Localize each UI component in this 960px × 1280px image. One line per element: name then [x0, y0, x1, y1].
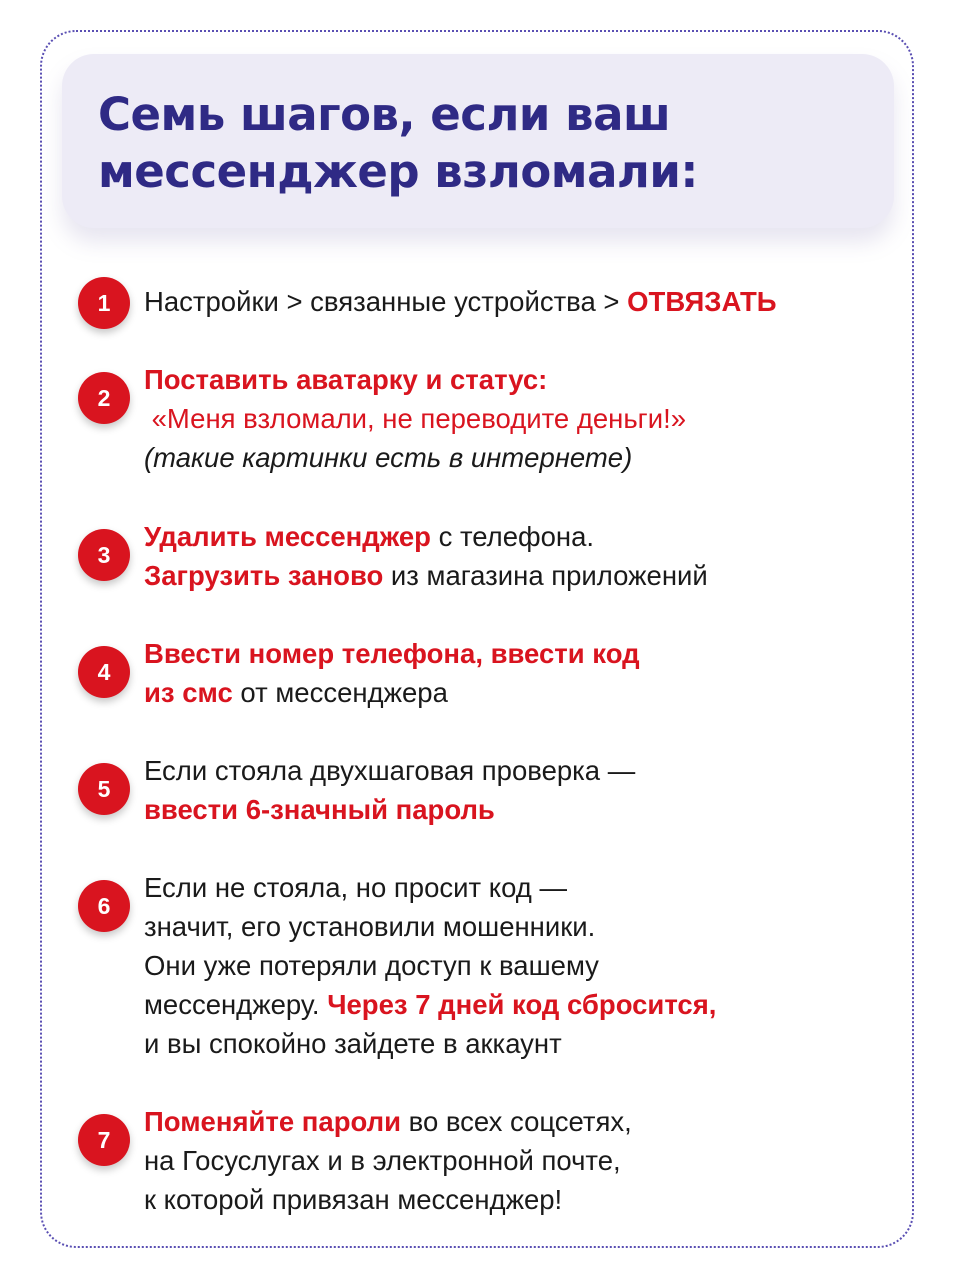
- step-6-red-4: Через 7 дней код сбросится,: [327, 989, 717, 1020]
- step-number-badge: 6: [78, 880, 130, 932]
- step-4-red-2: из смс: [144, 677, 233, 708]
- step-text: [144, 1102, 632, 1219]
- step-2-status-quote: «Меня взломали, не переводите деньги!»: [144, 403, 686, 434]
- step-6-line-5: и вы спокойно зайдете в аккаунт: [144, 1028, 562, 1059]
- step-1-path: Настройки > связанные устройства >: [144, 286, 628, 317]
- step-6-line-2: значит, его установили мошенники.: [144, 911, 596, 942]
- step-7-line-3: к которой привязан мессенджер!: [144, 1184, 563, 1215]
- step-3-red-1: Удалить мессенджер: [144, 521, 431, 552]
- step-text: [144, 517, 708, 595]
- step-text: [144, 360, 686, 477]
- step-2-note: (такие картинки есть в интернете): [144, 442, 633, 473]
- step-6-line-3: Они уже потеряли доступ к вашему: [144, 950, 599, 981]
- page-title: [98, 86, 698, 200]
- step-6-plain-4: мессенджеру.: [144, 989, 328, 1020]
- step-2-line-1: Поставить аватарку и статус:: [144, 364, 548, 395]
- step-text: [144, 634, 640, 712]
- title-line-2: мессенджер взломали:: [98, 145, 698, 198]
- step-4-plain-2: от мессенджера: [232, 677, 448, 708]
- step-3-red-2: Загрузить заново: [144, 560, 384, 591]
- step-number-badge: 7: [78, 1114, 130, 1166]
- step-text: [144, 282, 777, 321]
- step-number-badge: 1: [78, 277, 130, 329]
- step-7-red-1: Поменяйте пароли: [144, 1106, 401, 1137]
- step-3-plain-2: из магазина приложений: [383, 560, 708, 591]
- step-text: [144, 751, 635, 829]
- step-5-line-1: Если стояла двухшаговая проверка —: [144, 755, 636, 786]
- step-6-line-1: Если не стояла, но просит код —: [144, 872, 567, 903]
- step-5-line-2: ввести 6-значный пароль: [144, 794, 495, 825]
- step-4-line-1: Ввести номер телефона, ввести код: [144, 638, 640, 669]
- title-line-1: Семь шагов, если ваш: [98, 88, 671, 141]
- step-number-badge: 3: [78, 529, 130, 581]
- step-text: [144, 868, 716, 1063]
- title-card: [62, 54, 894, 228]
- step-7-line-2: на Госуслугах и в электронной почте,: [144, 1145, 621, 1176]
- step-number-badge: 2: [78, 372, 130, 424]
- step-1-action: ОТВЯЗАТЬ: [627, 286, 777, 317]
- step-3-plain-1: с телефона.: [430, 521, 595, 552]
- step-number-badge: 4: [78, 646, 130, 698]
- step-7-plain-1: во всех соцсетях,: [401, 1106, 632, 1137]
- step-number-badge: 5: [78, 763, 130, 815]
